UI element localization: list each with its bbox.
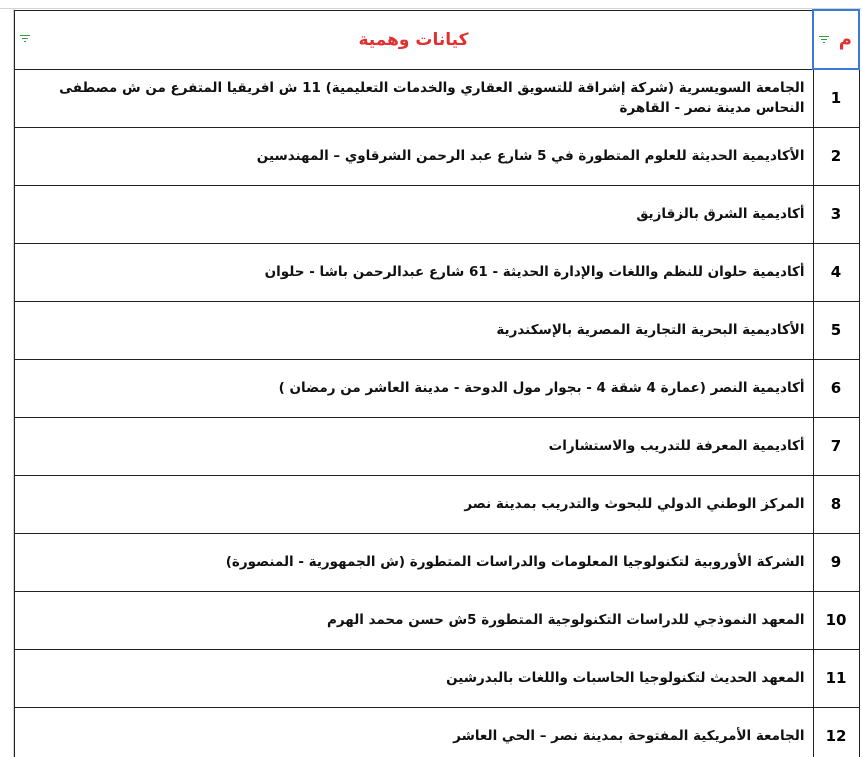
table-row (15, 127, 860, 185)
table-row (15, 185, 860, 243)
column-header-entities[interactable] (15, 10, 814, 69)
row-number-cell[interactable]: 1 (813, 69, 859, 127)
table-row (15, 417, 860, 475)
row-number-cell[interactable]: 9 (813, 533, 859, 591)
entity-name-cell[interactable]: المعهد الحديث لتكنولوجيا الحاسبات واللغات بالبدرشين (15, 649, 814, 707)
header-row (15, 10, 860, 69)
table-row (15, 591, 860, 649)
table-row (15, 243, 860, 301)
sheet-top-edge (0, 0, 862, 9)
row-number-cell[interactable]: 3 (813, 185, 859, 243)
table-row (15, 69, 860, 127)
entity-name-cell[interactable]: المركز الوطني الدولي للبحوث والتدريب بمدينة نصر (15, 475, 814, 533)
table-row (15, 359, 860, 417)
row-number-cell[interactable]: 11 (813, 649, 859, 707)
filter-icon[interactable] (818, 33, 830, 45)
entity-name-cell[interactable]: المعهد النموذجي للدراسات التكنولوجية المتطورة 5ش حسن محمد الهرم (15, 591, 814, 649)
entity-name-cell[interactable]: أكاديمية حلوان للنظم واللغات والإدارة الحديثة - 61 شارع عبدالرحمن باشا - حلوان (15, 243, 814, 301)
column-header-entities-label: كيانات وهمية (358, 29, 469, 50)
row-number-cell[interactable]: 12 (813, 707, 859, 757)
table-row (15, 533, 860, 591)
column-header-number-label: م (838, 29, 852, 50)
entity-name-cell[interactable]: الشركة الأوروبية لتكنولوجيا المعلومات والدراسات المتطورة (ش الجمهورية - المنصورة) (15, 533, 814, 591)
entity-name-cell[interactable]: الجامعة السويسرية (شركة إشراقة للتسويق العقاري والخدمات التعليمية) 11 ش افريقيا المتفرع من ش مصطفى النحاس مدينة نصر - القاهرة (15, 69, 814, 127)
row-number-cell[interactable]: 4 (813, 243, 859, 301)
entity-name-cell[interactable]: الأكاديمية الحديثة للعلوم المتطورة في 5 شارع عبد الرحمن الشرقاوي – المهندسين (15, 127, 814, 185)
row-number-cell[interactable]: 10 (813, 591, 859, 649)
entity-name-cell[interactable]: أكاديمية المعرفة للتدريب والاستشارات (15, 417, 814, 475)
entity-name-cell[interactable]: أكاديمية الشرق بالزقازيق (15, 185, 814, 243)
table-row (15, 649, 860, 707)
table-row (15, 475, 860, 533)
column-header-number[interactable] (813, 10, 859, 69)
entity-name-cell[interactable]: الأكاديمية البحرية التجارية المصرية بالإسكندرية (15, 301, 814, 359)
table-row (15, 707, 860, 757)
table-row (15, 301, 860, 359)
table-body (15, 69, 860, 757)
row-number-cell[interactable]: 2 (813, 127, 859, 185)
filter-icon[interactable] (19, 33, 31, 45)
entity-name-cell[interactable]: الجامعة الأمريكية المفتوحة بمدينة نصر – الحي العاشر (15, 707, 814, 757)
entities-table (14, 9, 860, 757)
row-number-cell[interactable]: 8 (813, 475, 859, 533)
row-number-cell[interactable]: 6 (813, 359, 859, 417)
row-number-cell[interactable]: 7 (813, 417, 859, 475)
row-number-cell[interactable]: 5 (813, 301, 859, 359)
entity-name-cell[interactable]: أكاديمية النصر (عمارة 4 شقة 4 - بجوار مول الدوحة - مدينة العاشر من رمضان ) (15, 359, 814, 417)
